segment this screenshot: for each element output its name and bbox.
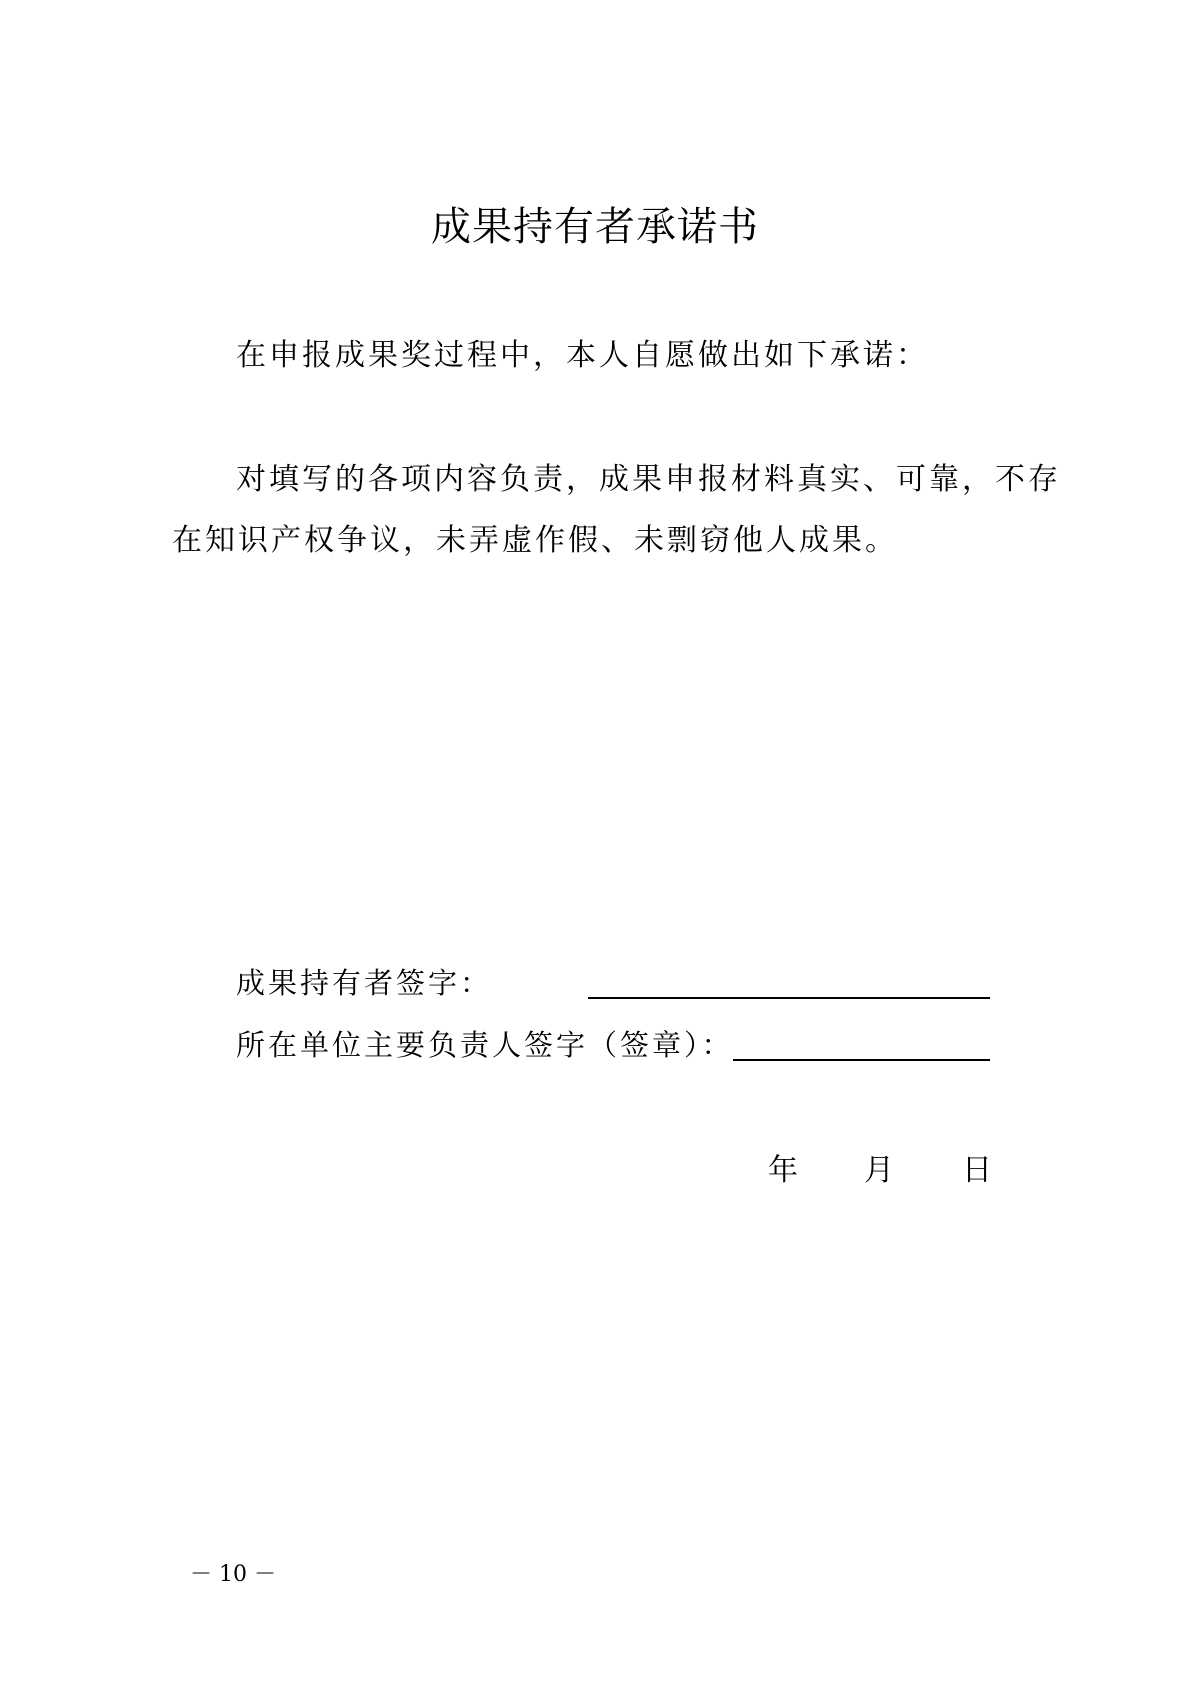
page-number: － 10 －: [190, 1562, 276, 1587]
unit-signature-label: 所在单位主要负责人签字（签章）：: [236, 1028, 734, 1062]
date-day-label: 日: [962, 1153, 992, 1188]
commitment-line-2: 在知识产权争议，未弄虚作假、未剽窃他人成果。: [172, 523, 898, 558]
unit-signature-line: [733, 1059, 990, 1061]
document-title: 成果持有者承诺书: [431, 204, 759, 250]
holder-signature-line: [588, 997, 990, 999]
intro-paragraph: 在申报成果奖过程中，本人自愿做出如下承诺：: [236, 338, 929, 373]
holder-signature-label: 成果持有者签字：: [236, 966, 493, 1000]
commitment-line-1: 对填写的各项内容负责，成果申报材料真实、可靠，不存: [236, 462, 1061, 497]
date-year-label: 年: [768, 1153, 798, 1188]
date-month-label: 月: [864, 1153, 894, 1188]
